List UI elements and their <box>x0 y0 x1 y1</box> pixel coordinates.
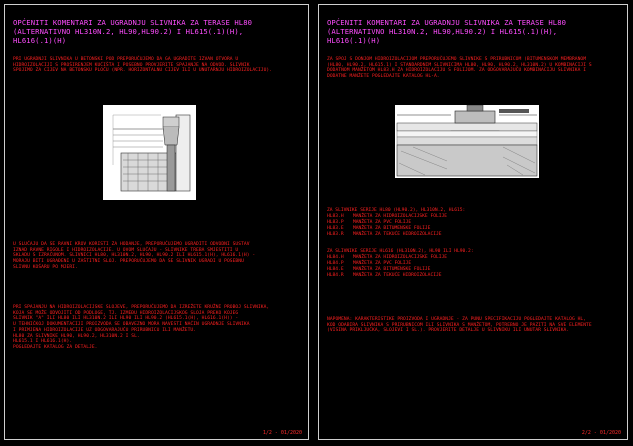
text-line: (VISINA PRIKLJUČKA, SLOJEVI I SL.). PROVJERITE DETALJE U SLIVNIKU ILI UNUTAR SLIVNIKA. <box>327 328 570 334</box>
item-desc: MANŽETA ZA HIDROIZOLACIJSKE FOLIJE <box>353 214 448 219</box>
item-desc: MANŽETA ZA TEKUĆE HIDROIZOLACIJE <box>353 232 442 237</box>
item-code: HL83.P <box>327 220 344 225</box>
text-line: SKLADU S IZRAČUNOM. SLIVNICI HL80, HL310N.2, HL90, HL90.2 ILI HL615.1(H), HL616.1(H) - <box>13 253 256 259</box>
drawing-sheet-1 <box>4 4 309 440</box>
item-code: HL83.E <box>327 226 344 231</box>
item-code: HL84.E <box>327 267 344 272</box>
item-code: HL84.P <box>327 261 344 266</box>
text-line: I PRIMJENA HIDROIZOLACIJE UZ ODGOVARAJUĆU PRIRUBNICU ILI MANŽETU. <box>13 327 197 333</box>
text-line: (HL80, HL90.2, HL615.1) I STANDARDNIM SLIVNICIMA HL80, HL90, HL90.2, HL310N.2) U KOMBINACIJI S <box>327 62 592 68</box>
text-line: PRI UGRADNJI SLIVNIKA U BETONSKI POD PREPORUČUJEMO DA GA UGRADITE IZVAN OTVORA U <box>13 57 239 62</box>
paragraph-2 <box>13 242 255 271</box>
list-item <box>327 232 465 238</box>
text-line: HIDROIZOLACIJI S PROŠIRENJEM KUĆIŠTA I POSEBNO PROVJERITE SPAJANJE NA ODVOD. SLIVNIK <box>13 62 250 68</box>
text-line: DODATNOM MANŽETOM HL83.H ZA HIDROIZOLACIJU S FOLIJOM. ZA ODGOVARAJUĆU KOMBINACIJU SLIVNIKA I <box>327 68 587 74</box>
item-code: HL84.H <box>327 255 344 260</box>
text-line: MORAJU BITI UGRAĐENI U ZAŠTITNI SLOJ. PREPORUČUJEMO DA SE SLIVNIK UGRADI U POSEBNU <box>13 259 244 265</box>
item-code: HL83.H <box>327 214 344 219</box>
item-desc: MANŽETA ZA BITUMENSKE FOLIJE <box>353 226 431 231</box>
item-desc: MANŽETA ZA BITUMENSKE FOLIJE <box>353 267 431 272</box>
text-line: SLIVNU KOŠARU PO MJERI. <box>13 264 78 270</box>
sheet-title <box>13 18 283 45</box>
title-line-1: OPĆENITI KOMENTARI ZA UGRADNJU SLIVNIKA ZA TERASE HL80 <box>327 18 567 27</box>
item-desc: MANŽETA ZA PVC FOLIJE <box>353 261 412 266</box>
title-line-2: (ALTERNATIVNO HL310N.2, HL90,HL90.2) I HL615(.1)(H), HL616(.1)(H) <box>13 27 244 45</box>
text-line: IZNAD RAVNE RIGOLE I HIDROIZOLACIJE. U OVOM SLUČAJU - SLIVNIKE TREBA SMJESTITI U <box>13 247 239 253</box>
text-line: SPOJIMO ZA CIJEV NA BETONSKU PLOČU (NPR. HORIZONTALNU CIJEV ILI U UNUTARNJU HIDROIZOLACIJU). <box>13 68 273 74</box>
text-line: DODATNE MANŽETE POGLEDAJTE KATALOG HL-A. <box>327 74 440 80</box>
collar-list-2 <box>327 249 474 279</box>
item-desc: MANŽETA ZA PVC FOLIJE <box>353 220 412 225</box>
item-desc: MANŽETA ZA HIDROIZOLACIJSKE FOLIJE <box>353 255 448 260</box>
paragraph-3 <box>13 305 269 351</box>
sheet-footer: 1/2 - 01/2020 <box>262 430 302 436</box>
text-line: KOD ODABIRA SLIVNIKA S PRIRUBNICOM ILI SLIVNIKA S MANŽETOM, POTREBNO JE PAZITI NA SVE ELEMENTE <box>327 322 592 328</box>
drawing-sheet-2 <box>318 4 628 440</box>
paragraph-1 <box>327 57 592 80</box>
title-line-1: OPĆENITI KOMENTARI ZA UGRADNJU SLIVNIKA ZA TERASE HL80 <box>13 18 253 27</box>
collar-list-1 <box>327 208 465 238</box>
text-line: U SLUČAJU DA SE RAVNI KROV KORISTI ZA HODANJE, PREPORUČUJEMO UGRADITI ODVODNI SUSTAV <box>13 242 250 247</box>
title-line-2: (ALTERNATIVNO HL310N.2, HL90,HL90.2) I HL615(.1)(H), HL616(.1)(H) <box>327 27 558 45</box>
text-line: POGLEDAJTE KATALOG ZA DETALJE. <box>13 344 98 350</box>
text-line: HL80 ZA SLIVNIKE HL90, HL90.2, HL310N.2 I SL. <box>13 333 140 339</box>
text-line: KOJA SE MOŽE ODVOJITI OD PODLOGE, TJ. IZMEĐU HIDROIZOLACIJSKOG SLOJA PREKO KOJEG <box>13 310 239 316</box>
text-line: PRI SPAJANJU NA HIDROIZOLACIJSKE SLOJEVE, PREPORUČUJEMO DA IZREŽETE KRUŽNI PROBOJ SLIVNIKA, <box>13 305 270 310</box>
sheet-title <box>327 18 597 45</box>
list-heading: ZA SLIVNIKE SERIJE HL616 (HL310N.2), HL90 ILI HL90.2: <box>327 249 474 254</box>
list-item <box>327 273 474 279</box>
text-line: SLIVNIK "A" ILI HL80 ILI HL310N.2 ILI HL90 ILI HL90.2 (HL615.1(H), HL616.1(H)) - <box>13 316 239 322</box>
text-line: ZA SPOJ S DONJOM HIDROIZOLACIJOM PREPORUČUJEMO SLIVNIKE S PRIRUBNICOM (BITUMENSKOM MEMBRANOM <box>327 57 587 62</box>
list-heading: ZA SLIVNIKE SERIJE HL80 (HL90.2), HL310N.2, HL615: <box>327 208 466 213</box>
item-desc: MANŽETA ZA TEKUĆE HIDROIZOLACIJE <box>353 273 442 278</box>
text-line: NAPOMENA: KARAKTERISTIKE PROIZVODA I UGRADNJE - ZA PUNU SPECIFIKACIJU POGLEDAJTE KATALOG HL, <box>327 317 587 322</box>
paragraph-2 <box>327 317 592 334</box>
sheet-footer: 2/2 - 01/2020 <box>581 430 621 436</box>
text-line: HL615.1 I HL616.1(H). <box>13 339 73 345</box>
detail-drawing-2 <box>395 105 539 178</box>
detail-drawing-1 <box>103 105 196 200</box>
text-line: U TEHNIČKOJ DOKUMENTACIJI PROIZVODA SE OBAVEZNO MORA NAVESTI NAČIN UGRADNJE SLIVNIKA <box>13 322 250 328</box>
paragraph-1 <box>13 57 272 74</box>
item-code: HL84.R <box>327 273 344 278</box>
item-code: HL83.R <box>327 232 344 237</box>
